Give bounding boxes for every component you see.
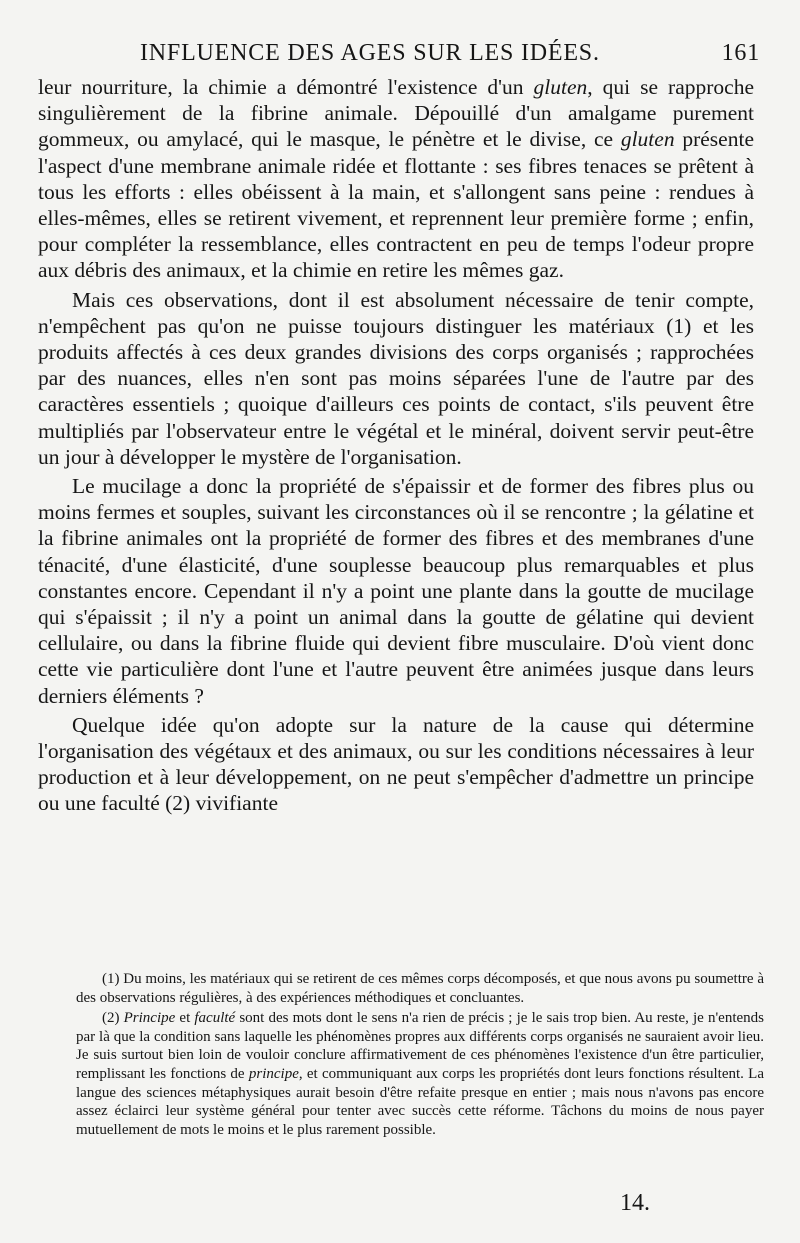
signature-mark: 14. — [620, 1190, 650, 1216]
footnote-1: (1) Du moins, les matériaux qui se retirent de ces mêmes corps décomposés, et que nous avons pu soumettre à des observations régulières, à des expériences méthodiques et concluantes. — [76, 971, 764, 1006]
footnote-2: (2) Principe et faculté sont des mots dont le sens n'a rien de précis ; je le sais trop bien. Au reste, je n'entends par là que la condition sans laquelle les phénomènes propres aux différents corps organisés ne sauraient avoir lieu. Je suis surtout bien loin de vouloir conclure affirmativement de ces phénomènes l'existence d'un être particulier, remplissant les fonctions de principe, et communiquant aux corps les propriétés dont leurs fonctions résultent. La langue des sciences métaphysiques aurait besoin d'être refaite presque en entier ; mais nous n'avons pas encore assez éclairci leur système général pour tenter avec succès cette réforme. Tâchons du moins de nous payer mutuellement de mots le moins et le plus rarement possible. — [76, 1010, 764, 1138]
italic-term: faculté — [194, 1010, 236, 1027]
running-title: INFLUENCE DES AGES SUR LES IDÉES. — [140, 40, 600, 66]
italic-term: Principe — [123, 1010, 176, 1027]
italic-term: gluten — [620, 127, 675, 152]
paragraph-3: Le mucilage a donc la propriété de s'épaissir et de former des fibres plus ou moins fermes et souples, suivant les circonstances où il se rencontre ; la gélatine et la fibrine animales ont la propriété de former des fibres et des membranes d'une ténacité, d'une élasticité, d'une souplesse beaucoup plus remarquables et plus constantes encore. Cependant il n'y a point une plante dans la goutte de mucilage qui s'épaissit ; il n'y a point un animal dans la goutte de gélatine qui devient cellulaire, ou dans la fibrine fluide qui devient fibre musculaire. D'où vient donc cette vie particulière dont l'une et l'autre peuvent être animées jusque dans leurs derniers éléments ? — [38, 474, 754, 708]
paragraph-1: leur nourriture, la chimie a démontré l'existence d'un gluten, qui se rapproche singulièrement de la fibrine animale. Dépouillé d'un amalgame purement gommeux, ou amylacé, qui le masque, le pénètre et le divise, ce gluten présente l'aspect d'une membrane animale ridée et flottante : ses fibres tenaces se prêtent à tous les efforts : elles obéissent à la main, et s'allongent sans peine : rendues à elles-mêmes, elles se retirent vivement, et reprennent leur première forme ; enfin, pour compléter la ressemblance, elles contractent en peu de temps l'odeur propre aux débris des animaux, et la chimie en retire les mêmes gaz. — [38, 75, 754, 283]
running-header — [140, 40, 760, 70]
page-number: 161 — [721, 40, 760, 66]
italic-term: gluten — [533, 75, 588, 99]
paragraph-4: Quelque idée qu'on adopte sur la nature de la cause qui détermine l'organisation des végétaux et des animaux, ou sur les conditions nécessaires à leur production et à leur développement, on ne peut s'empêcher d'admettre un principe ou une faculté (2) vivifiante — [38, 712, 754, 816]
italic-term: principe — [248, 1065, 299, 1082]
paragraph-2: Mais ces observations, dont il est absolument nécessaire de tenir compte, n'empêchent pas qu'on ne puisse toujours distinguer les matériaux (1) et les produits affectés à ces deux grandes divisions des corps organisés ; rapprochées par des nuances, elles n'en sont pas moins séparées l'une de l'autre par des caractères essentiels ; quoique d'ailleurs ces points de contact, s'ils peuvent être multipliés par l'observateur entre le végétal et le minéral, doivent servir peut-être un jour à développer le mystère de l'organisation. — [38, 287, 754, 469]
footnotes — [76, 970, 764, 1139]
body-text — [38, 74, 754, 817]
